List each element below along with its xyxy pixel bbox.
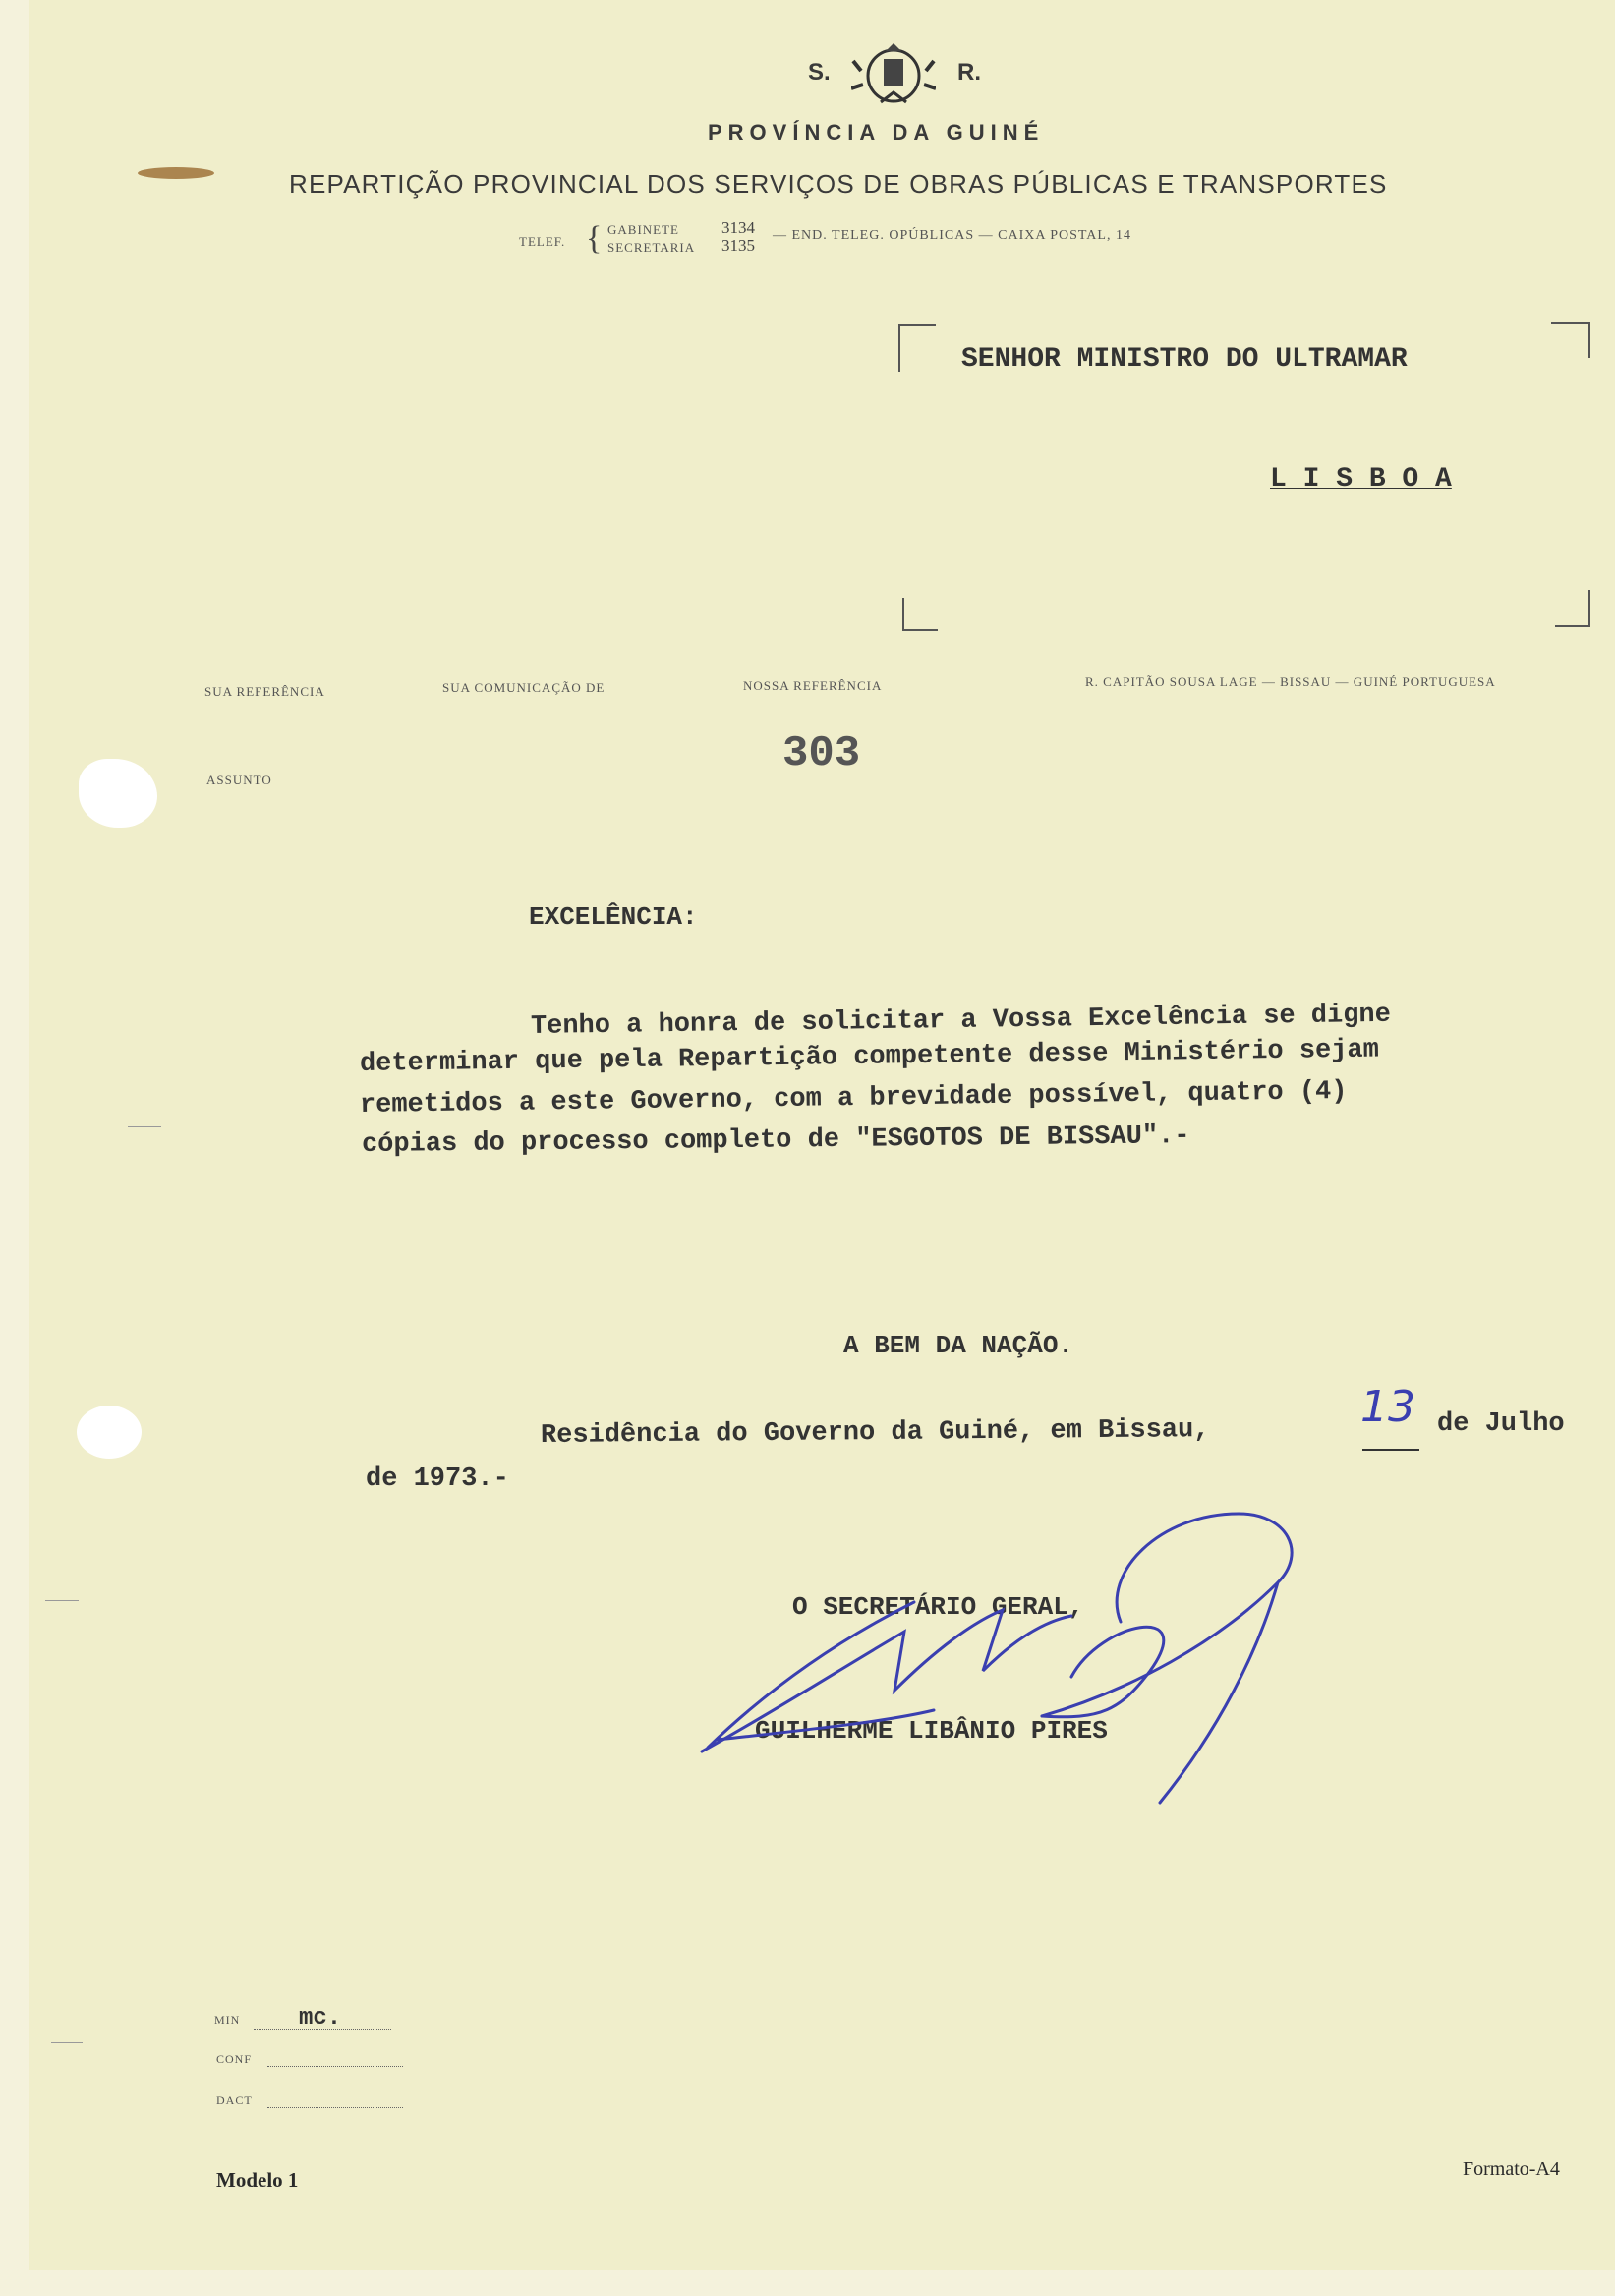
letterhead-left-mark: S. — [808, 59, 831, 86]
nossa-referencia-label: NOSSA REFERÊNCIA — [743, 678, 883, 693]
letterhead-right-mark: R. — [957, 59, 981, 86]
margin-tick — [51, 2042, 83, 2043]
address-bracket-top-left — [898, 324, 936, 372]
conf-label: CONF — [216, 2052, 253, 2066]
department-heading: REPARTIÇÃO PROVINCIAL DOS SERVIÇOS DE OBRAS PÚBLICAS E TRANSPORTES — [289, 169, 1388, 199]
min-value: mc. — [299, 2005, 342, 2032]
coat-of-arms-icon — [851, 41, 936, 110]
telegraph-address: — END. TELEG. OPÚBLICAS — CAIXA POSTAL, 14 — [773, 228, 1131, 243]
body-line-3: remetidos a este Governo, com a brevidade possível, quatro (4) — [359, 1076, 1348, 1120]
place-line-prefix: Residência do Governo da Guiné, em Bissau, — [540, 1415, 1210, 1451]
form-model-label: Modelo 1 — [216, 2168, 299, 2192]
margin-tick — [45, 1600, 79, 1601]
address-bracket-top-right — [1551, 322, 1590, 358]
body-line-4: cópias do processo completo de "ESGOTOS DE BISSAU".- — [361, 1121, 1190, 1160]
address-bracket-bottom-right — [1555, 590, 1590, 627]
province-heading: PROVÍNCIA DA GUINÉ — [708, 120, 1045, 144]
gabinete-number: 3134 — [721, 218, 755, 237]
rust-stain — [138, 167, 214, 179]
assunto-label: ASSUNTO — [206, 773, 272, 787]
body-line-1: Tenho a honra de solicitar a Vossa Excelência se digne — [530, 1000, 1392, 1042]
brace-glyph: { — [586, 220, 604, 257]
margin-tick — [128, 1126, 161, 1127]
salutation: EXCELÊNCIA: — [529, 902, 698, 932]
dact-label: DACT — [216, 2094, 253, 2107]
paper-format-label: Formato-A4 — [1463, 2158, 1560, 2180]
address-bracket-bottom-left — [902, 598, 938, 631]
sua-comunicacao-label: SUA COMUNICAÇÃO DE — [442, 680, 606, 695]
sua-referencia-label: SUA REFERÊNCIA — [204, 684, 325, 699]
conf-dotted-line — [267, 2066, 403, 2067]
reference-number: 303 — [782, 729, 861, 778]
closing-phrase: A BEM DA NAÇÃO. — [843, 1331, 1074, 1360]
office-address: R. CAPITÃO SOUSA LAGE — BISSAU — GUINÉ PORTUGUESA — [1085, 674, 1496, 689]
secretaria-number: 3135 — [721, 236, 755, 255]
signatory-title: O SECRETÁRIO GERAL, — [792, 1592, 1084, 1622]
day-underline — [1362, 1449, 1419, 1451]
addressee-line-2: L I S B O A — [1270, 464, 1452, 494]
handwritten-day: 13 — [1360, 1382, 1415, 1432]
year-line: de 1973.- — [366, 1464, 509, 1494]
gabinete-label: GABINETE — [607, 222, 679, 237]
dact-dotted-line — [267, 2107, 403, 2108]
handwritten-signature — [688, 1494, 1307, 1808]
signatory-name: GUILHERME LIBÂNIO PIRES — [755, 1716, 1108, 1746]
telephone-label: TELEF. — [519, 234, 566, 249]
body-line-2: determinar que pela Repartição competente desse Ministério sejam — [359, 1035, 1380, 1079]
place-line-suffix: de Julho — [1437, 1409, 1565, 1439]
secretaria-label: SECRETARIA — [607, 240, 696, 255]
addressee-line-1: SENHOR MINISTRO DO ULTRAMAR — [961, 344, 1408, 374]
min-label: MIN — [214, 2013, 241, 2027]
punch-hole-bottom — [77, 1406, 142, 1459]
